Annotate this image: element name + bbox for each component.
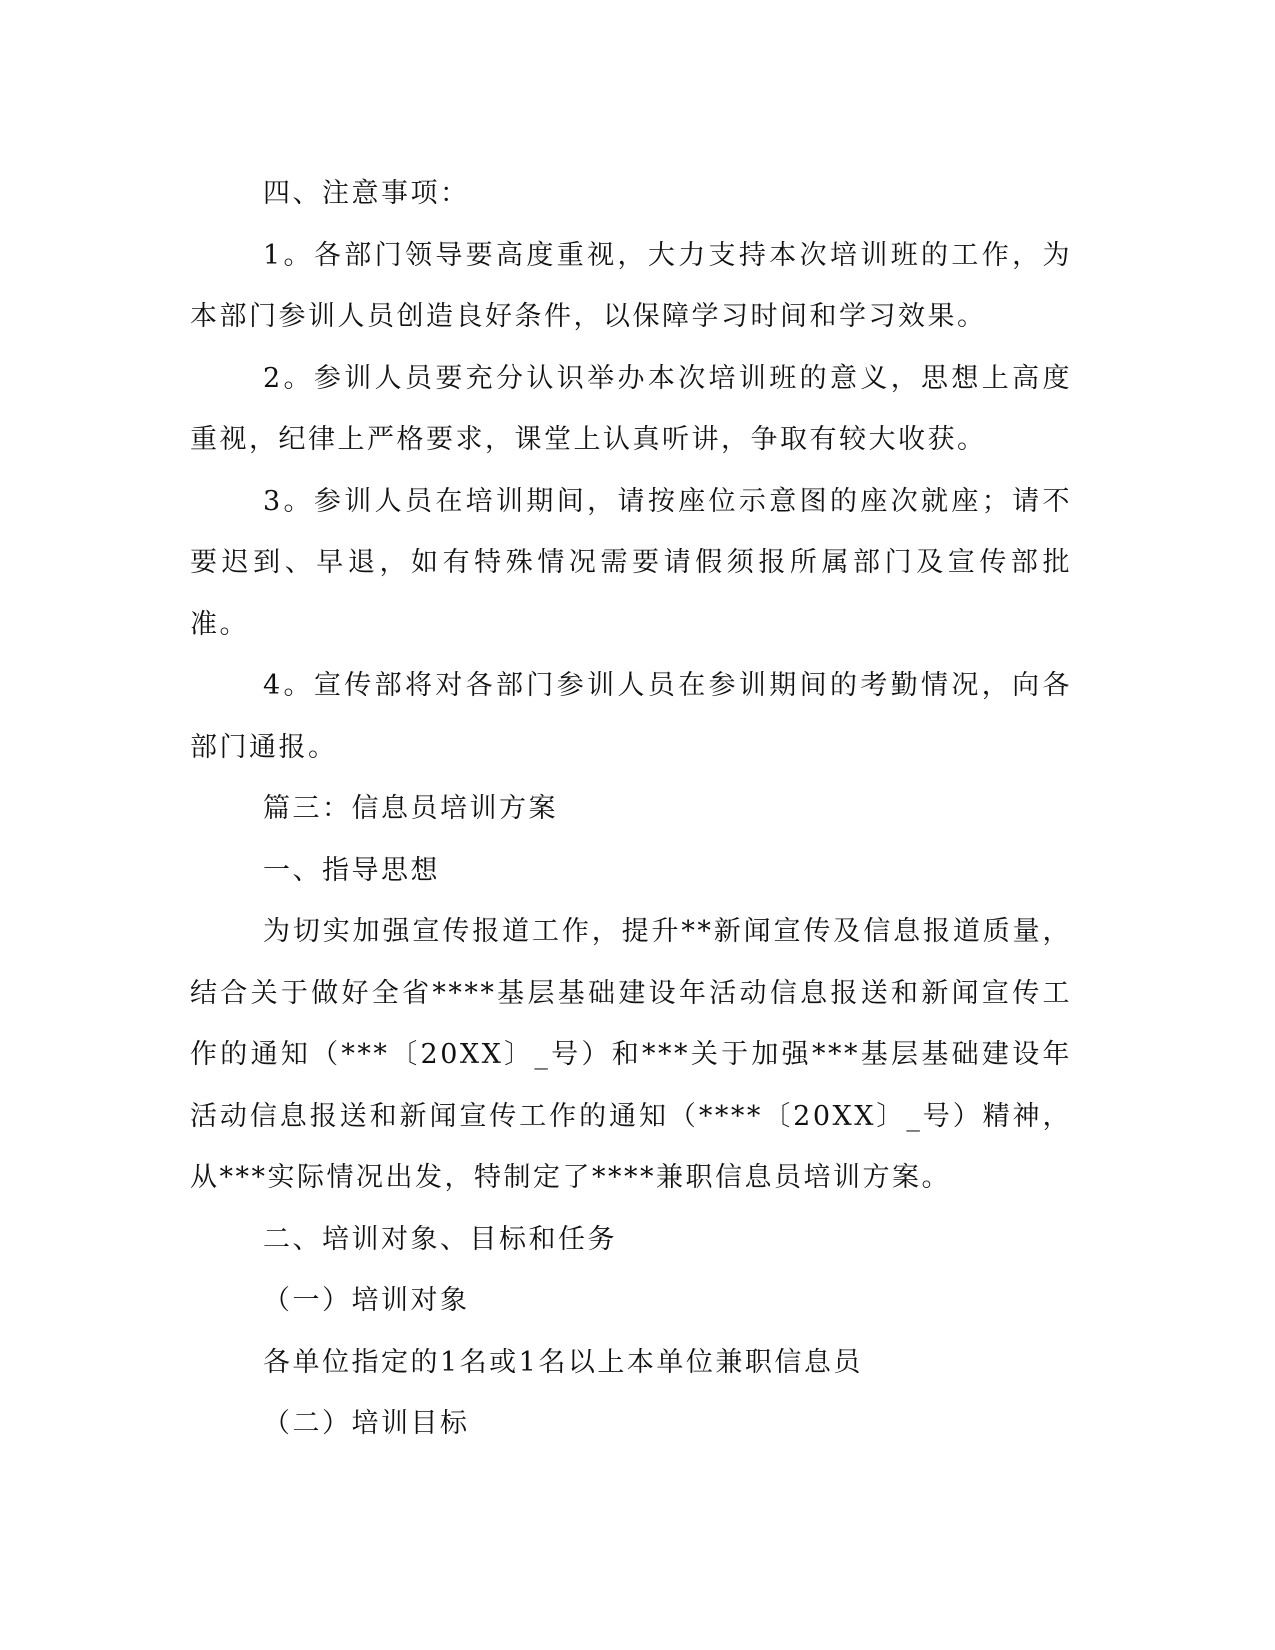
notes-item-3: 3。参训人员在培训期间，请按座位示意图的座次就座；请不要迟到、早退，如有特殊情况需要请假须报所属部门及宣传部批准。 [190, 485, 1072, 640]
section-heading-training-targets: 二、培训对象、目标和任务 [263, 1223, 617, 1255]
section-heading-guiding-ideology: 一、指导思想 [263, 854, 440, 886]
guiding-ideology-paragraph: 为切实加强宣传报道工作，提升**新闻宣传及信息报道质量，结合关于做好全省****基层基础建设年活动信息报送和新闻宣传工作的通知（***〔20XX〕_号）和***关于加强***基层基础建设年活动信息报送和新闻宣传工作的通知（****〔20XX〕_号）精神，从***实际情况出发，特制定了****兼职信息员培训方案。 [190, 916, 1072, 1193]
notes-item-4: 4。宣传部将对各部门参训人员在参训期间的考勤情况，向各部门通报。 [190, 670, 1072, 763]
subheading-training-audience: （一）培训对象 [263, 1285, 470, 1316]
chapter-title: 篇三：信息员培训方案 [263, 793, 558, 824]
document-body [190, 163, 1072, 1455]
section-heading-notes: 四、注意事项： [263, 178, 470, 209]
subheading-training-goals: （二）培训目标 [263, 1408, 470, 1439]
notes-item-2: 2。参训人员要充分认识举办本次培训班的意义，思想上高度重视，纪律上严格要求，课堂上认真听讲，争取有较大收获。 [190, 362, 1072, 455]
training-audience-paragraph: 各单位指定的1名或1名以上本单位兼职信息员 [263, 1346, 863, 1378]
notes-item-1: 1。各部门领导要高度重视，大力支持本次培训班的工作，为本部门参训人员创造良好条件，以保障学习时间和学习效果。 [190, 239, 1072, 332]
